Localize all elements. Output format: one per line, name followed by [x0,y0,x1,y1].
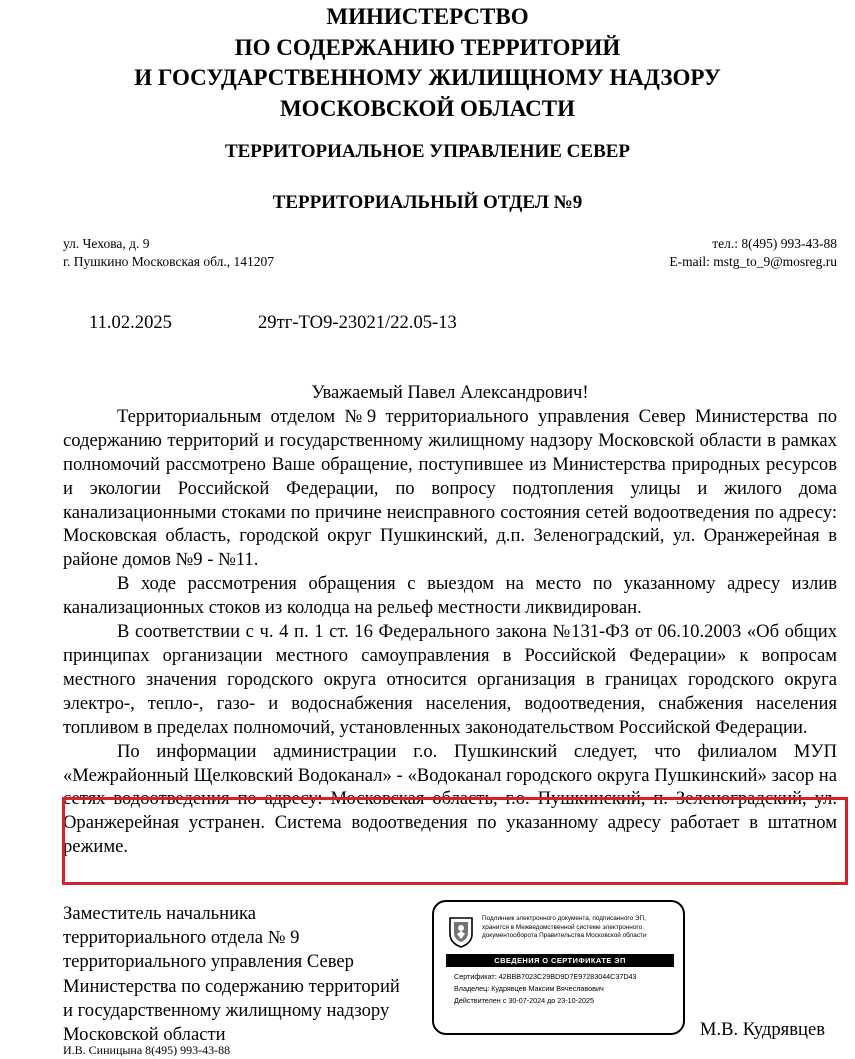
email-text: E-mail: mstg_to_9@mosreg.ru [669,254,837,269]
certificate-owner: Владелец: Кудрявцев Максим Вячеславович [454,984,604,993]
directorate-title: ТЕРРИТОРИАЛЬНОЕ УПРАВЛЕНИЕ СЕВЕР [224,141,631,162]
signer-position-line: Московской области [63,1024,226,1046]
signer-position-line: территориального отдела № 9 [63,927,300,949]
e-signature-stamp [432,900,685,1035]
signer-position-line: территориального управления Север [63,951,354,973]
ministry-title-line: И ГОСУДАРСТВЕННОМУ ЖИЛИЩНОМУ НАДЗОРУ [134,65,721,90]
note-line: Подлинник электронного документа, подписанного ЭП, [482,915,646,922]
address-block [63,235,274,271]
signer-position-line: Заместитель начальника [63,903,257,924]
letter-body [63,381,837,859]
department-title: ТЕРРИТОРИАЛЬНЫЙ ОТДЕЛ №9 [272,192,583,213]
ministry-title-line: МОСКОВСКОЙ ОБЛАСТИ [279,95,576,121]
greeting: Уважаемый Павел Александрович! [311,382,589,403]
ministry-title-line: ПО СОДЕРЖАНИЮ ТЕРРИТОРИЙ [234,34,621,60]
document-date: 11.02.2025 [89,312,172,333]
paragraph: По информации администрации г.о. Пушкинский следует, что филиалом МУП «Межрайонный Щелковский Водоканал» - «Водоканал городского округа Пушкинский» засор на сетях водоотведения по адресу: Московская область, г.о. Пушкинский, п. Зеленоградский, ул. Оранжерейная устранен. Система водоотведения по указанному адресу работает в штатном режиме. [63,740,837,858]
phone-text: тел.: 8(495) 993-43-88 [712,236,837,251]
address-line: ул. Чехова, д. 9 [63,236,150,251]
certificate-validity: Действителен с 30-07-2024 до 23-10-2025 [454,996,595,1005]
ministry-title-line: МИНИСТЕРСТВО [326,4,529,29]
paragraph: Территориальным отделом №9 территориального управления Север Министерства по содержанию территорий и государственному жилищному надзору Московской области в рамках полномочий рассмотрено Ваше обращение, поступившее из Министерства природных ресурсов и экологии Российской Федерации, по вопросу подтопления улицы и жилого дома канализационными стоками по причине неисправного состояния сетей водоотведения по адресу: Московская область, городской округ Пушкинский, д.п. Зеленоградский, ул. Оранжерейная в районе домов №9 - №11. [63,405,837,571]
ministry-title [0,2,855,124]
contact-block [669,235,837,271]
address-line: г. Пушкино Московская обл., 141207 [63,254,275,269]
certificate-number: Сертификат: 42BBB7023C29BD9D7E97283044C37D43 [454,972,637,981]
paragraph: В соответствии с ч. 4 п. 1 ст. 16 Федерального закона №131-ФЗ от 06.10.2003 «Об общих принципах организации местного самоуправления в Российской Федерации» к вопросам местного значения городского округа относится организация в границах городского округа электро-, тепло-, газо- и водоснабжения населения, водоотведения, снабжения населения топливом в пределах полномочий, установленных законодательством Российской Федерации. [63,621,837,738]
executor-text: И.В. Синицына 8(495) 993-43-88 [63,1043,231,1057]
document-number: 29тг-ТО9-23021/22.05-13 [258,312,457,333]
coat-of-arms-icon [448,916,474,948]
signer-position-line: Министерства по содержанию территорий [63,975,400,997]
note-line: хранится в Межведомственной системе электронного [482,923,643,931]
signer-position [63,902,400,1047]
certificate-title: СВЕДЕНИЯ О СЕРТИФИКАТЕ ЭП [446,954,674,967]
e-signature-note [482,915,678,941]
signer-position-line: и государственному жилищному надзору [63,999,390,1021]
note-line: документооборота Правительства Московской области [482,932,647,940]
signer-name: М.В. Кудрявцев [699,1019,825,1040]
paragraph: В ходе рассмотрения обращения с выездом на место по указанному адресу излив канализационных стоков из колодца на рельеф местности ликвидирован. [63,573,837,619]
highlight-frame [62,797,848,885]
